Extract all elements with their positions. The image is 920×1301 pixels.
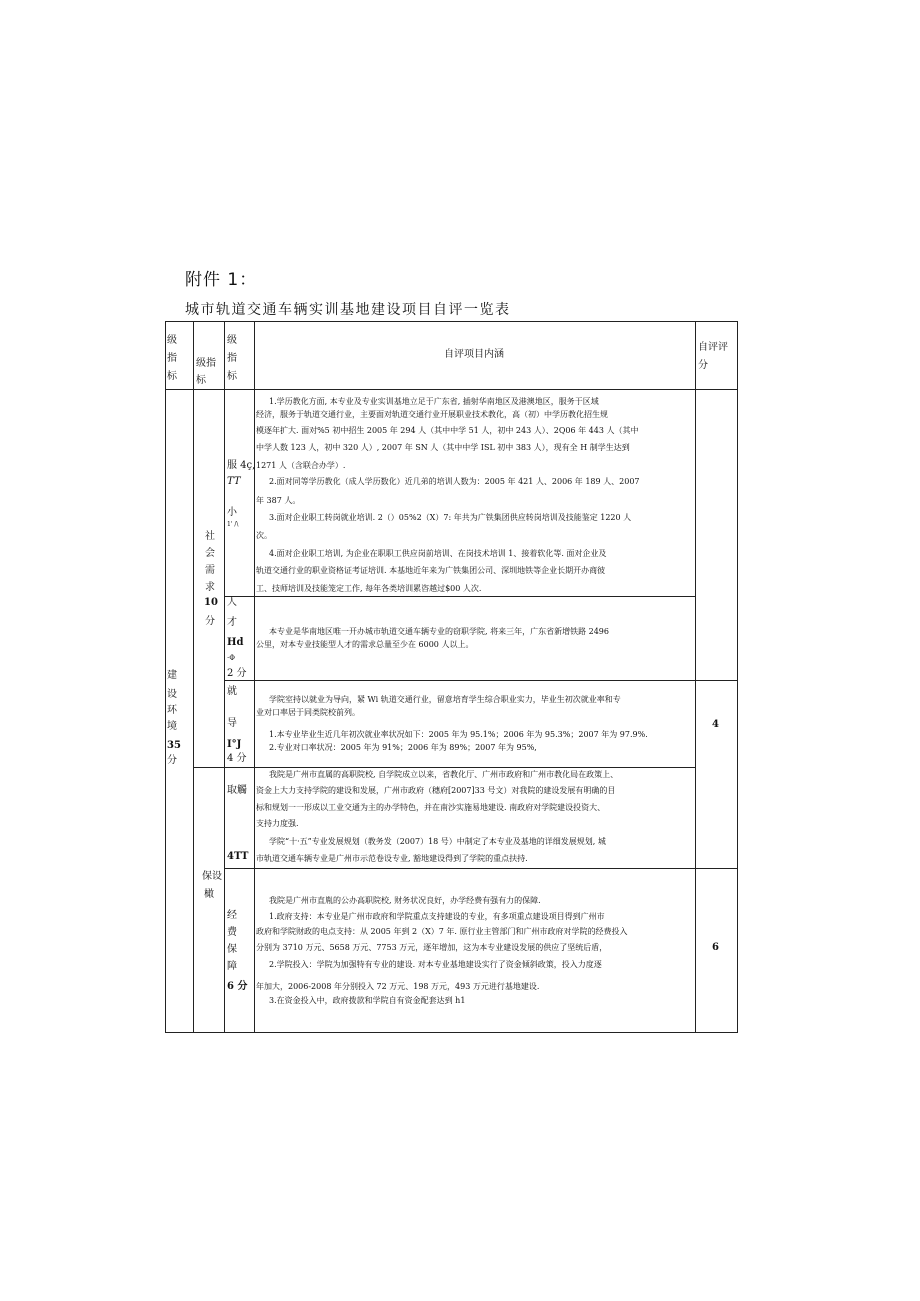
content-line: 轨道交通行业的职业资格证考证培训. 本基地近年来为广铁集团公司、深圳地铁等企业长期开办商彼 bbox=[256, 566, 606, 575]
level2-char: 保设 bbox=[202, 871, 222, 882]
content-line: 标和规划一一形成以工业交通为主的办学特色，并在南沙实施易地建设. 南政府对学院建设投资大、 bbox=[256, 803, 606, 812]
level3-text: 费 bbox=[227, 927, 237, 938]
level2-points: 10 bbox=[204, 597, 218, 608]
level1-char: 设 bbox=[167, 689, 177, 700]
level3-text: 人 bbox=[227, 597, 237, 608]
level3-text: 小 bbox=[227, 507, 237, 518]
level3-text: I°J bbox=[227, 739, 242, 750]
level3-text: 2 分 bbox=[227, 668, 247, 679]
content-line: 年 387 人。 bbox=[256, 496, 301, 505]
level1-char: 分 bbox=[167, 755, 177, 766]
level3-text: 才 bbox=[227, 617, 237, 628]
content-line: 支持力度强. bbox=[256, 819, 299, 828]
content-line: 学院“十·五”专业发展规划（教务发（2007）18 号）中制定了本专业及基地的详细发展规划, 城 bbox=[269, 837, 606, 846]
level2-char: 社 bbox=[205, 531, 215, 542]
level3-text: 4 分 bbox=[227, 753, 247, 764]
content-line: 3.面对企业职工转岗就业培训. 2（）05%2（X）7: 年共为广铁集团供应转岗培训及技能鉴定 1220 人 bbox=[269, 513, 632, 522]
content-line: 中学人数 123 人，初中 320 人）, 2007 年 SN 人（其中中学 ISL 初中 383 人），现有全 H 制学生达到 bbox=[256, 443, 630, 452]
level3-text: 4TT bbox=[227, 851, 249, 862]
score-environment: 4 bbox=[712, 719, 719, 730]
header-text: 指 bbox=[167, 353, 177, 364]
content-line: 1271 人（含联合办学）. bbox=[256, 461, 346, 470]
level3-text: 取觸 bbox=[227, 785, 247, 796]
level2-char: 求 bbox=[205, 582, 215, 593]
level3-text: 障 bbox=[227, 961, 237, 972]
level3-text: 服 4ç, bbox=[227, 460, 256, 471]
level2-char: 分 bbox=[205, 616, 215, 627]
header-text: 指 bbox=[227, 353, 237, 364]
content-line: 经济，服务于轨道交通行业，主要面对轨道交通行业开展职业技术教化，高（初）中学历教化招生规 bbox=[256, 410, 608, 419]
header-text: 分 bbox=[698, 360, 708, 371]
level3-text: Hd bbox=[227, 637, 244, 648]
content-line: 1.政府支持：本专业是广州市政府和学院重点支持建设的专业，有多项重点建设项目得到广州市 bbox=[269, 912, 605, 921]
content-line: 政府和学院财政的电点支持：从 2005 年到 2（X）7 年. 原行业主管部门和广州市政府对学院的经费投入 bbox=[256, 927, 628, 936]
level1-char: 建 bbox=[167, 670, 177, 681]
content-line: 1.学历教化方面, 本专业及专业实训基地立足于广东省, 插射华南地区及港澳地区，服务于区域 bbox=[269, 397, 599, 406]
level2-char: 橄 bbox=[204, 889, 214, 900]
content-line: 分别为 3710 万元、5658 万元、7753 万元，逐年增加，这为本专业建设发展的供应了坚统后盾， bbox=[256, 943, 608, 952]
content-line: 本专业是华南地区唯一开办城市轨道交通车辆专业的窃职学院, 将来三年，广东省新增铁路 2496 bbox=[269, 627, 609, 636]
level3-text: 6 分 bbox=[227, 981, 248, 992]
level1-char: 境 bbox=[167, 721, 177, 732]
header-text: 级 bbox=[167, 335, 177, 346]
content-line: 模逐年扩大. 面对%5 初中招生 2005 年 294 人（其中中学 51 人，初中 243 人）、2Q06 年 443 人（其中 bbox=[256, 426, 639, 435]
content-line: 次。 bbox=[256, 531, 272, 540]
level3-text: 保 bbox=[227, 944, 237, 955]
content-line: 我院是广州市直属的高职院校, 自学院成立以来，省教化厅、广州市政府和广州市教化局在政策上、 bbox=[269, 770, 619, 779]
content-line: 2.学院投入：学院为加强特有专业的建设. 对本专业基地建设实行了资金倾斜政策，投入力度逐 bbox=[269, 960, 602, 969]
header-text: 标 bbox=[227, 371, 237, 382]
content-line: 2.面对同等学历教化（成人学历数化）近几弟的培训人数为：2005 年 421 人、2006 年 189 人、2007 bbox=[269, 477, 640, 486]
level2-char: 需 bbox=[205, 565, 215, 576]
content-line: 3.在资金投入中，政府拨款和学院自有资金配套达到 h1 bbox=[269, 996, 466, 1005]
score-guarantee: 6 bbox=[712, 942, 719, 953]
level1-char: 环 bbox=[167, 705, 177, 716]
level3-text: 导 bbox=[227, 718, 237, 729]
content-line: 业对口率居于同类院校前列。 bbox=[256, 708, 360, 717]
header-text: 自评评 bbox=[698, 342, 728, 353]
content-line: 2.专业对口率状况：2005 年为 91%；2006 年为 89%；2007 年为 95%, bbox=[269, 743, 537, 752]
content-line: 年加大，2006-2008 年分别投入 72 万元、198 万元，493 万元进行基地建设. bbox=[256, 982, 540, 991]
content-line: 工、技师培训及技能笼定工作, 每年各类培训累咨越过$00 人次. bbox=[256, 584, 482, 593]
level3-text: 1' /\ bbox=[227, 521, 239, 528]
level2-char: 会 bbox=[205, 548, 215, 559]
content-line: 资金上大力支持学院的建设和发展，广州市政府（穗府[2007]33 号文）对我院的建设发展有明确的目 bbox=[256, 786, 616, 795]
content-line: 1.本专业毕业生近几年初次就业率状况如下：2005 年为 95.1%；2006 年为 95.3%；2007 年为 97.9%. bbox=[269, 730, 648, 739]
level3-text: 经 bbox=[227, 910, 237, 921]
header-text: 级 bbox=[227, 335, 237, 346]
content-line: 市轨道交通车辆专业是广州市示范卷设专业, 豁地建设得到了学院的重点扶持. bbox=[256, 854, 528, 863]
level3-text: 就 bbox=[227, 686, 237, 697]
document-title: 附件 1： bbox=[185, 270, 258, 290]
header-text: 标 bbox=[196, 375, 206, 386]
content-line: 4.面对企业职工培训, 为企业在职职工供应岗前培训、在岗技术培训 1、接着软化等. 面对企业及 bbox=[269, 549, 607, 558]
level1-points: 35 bbox=[167, 740, 181, 751]
header-content: 自评项目内涵 bbox=[444, 349, 504, 360]
document-subtitle: 城市轨道交通车辆实训基地建设项目自评一览表 bbox=[185, 302, 511, 318]
header-text: 级指 bbox=[196, 358, 216, 369]
header-text: 标 bbox=[167, 371, 177, 382]
content-line: 公里，对本专业技能型人才的需求总量至少在 6000 人以上。 bbox=[256, 640, 474, 649]
level3-text: TT bbox=[227, 476, 241, 487]
content-line: 学院室持以就业为导向，紧 Wi 轨道交通行业，留意培育学生综合职业实力，毕业生初次就业率和专 bbox=[269, 695, 621, 704]
content-line: 我院是广州市直胤的公办高职院校, 财务状况良好，办学经费有强有力的保障. bbox=[269, 896, 541, 905]
level3-text: ·Φ bbox=[227, 654, 235, 662]
